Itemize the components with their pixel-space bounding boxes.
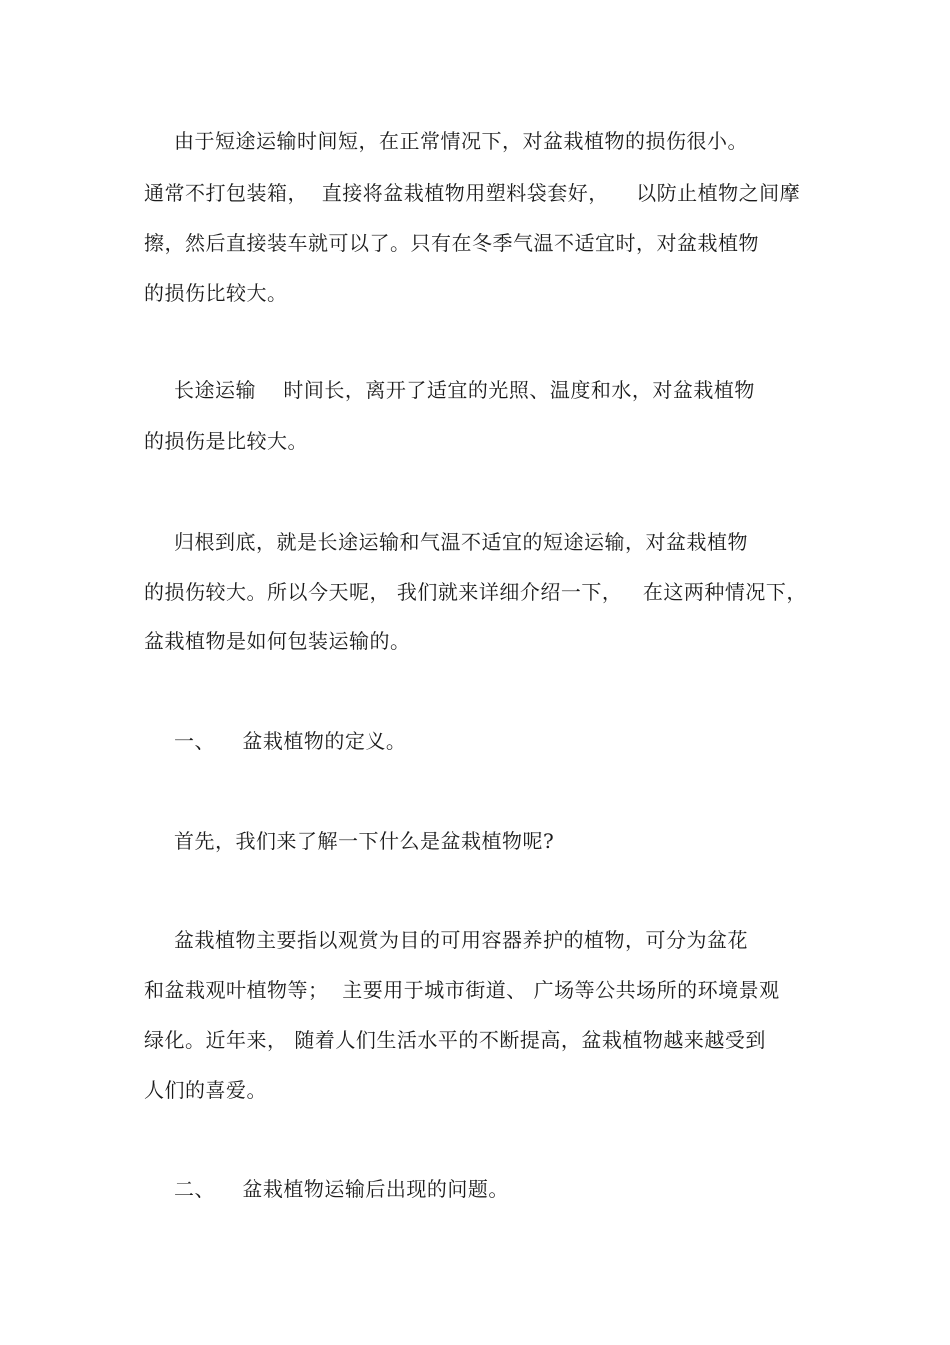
- paragraph-5-line-4: 人们的喜爱。: [144, 1078, 267, 1102]
- paragraph-1-line-3: 擦，然后直接装车就可以了。只有在冬季气温不适宜时，对盆栽植物: [144, 231, 759, 255]
- paragraph-3-line-2: 的损伤较大。所以今天呢， 我们就来详细介绍一下， 在这两种情况下，: [144, 580, 807, 604]
- paragraph-5-line-1: 盆栽植物主要指以观赏为目的可用容器养护的植物，可分为盆花: [174, 928, 748, 952]
- section-heading-2: 二、 盆栽植物运输后出现的问题。: [174, 1177, 509, 1201]
- paragraph-1-line-1: 由于短途运输时间短，在正常情况下，对盆栽植物的损伤很小。: [174, 129, 748, 153]
- paragraph-1-line-2: 通常不打包装箱， 直接将盆栽植物用塑料袋套好， 以防止植物之间摩: [144, 181, 801, 205]
- paragraph-1-line-4: 的损伤比较大。: [144, 281, 288, 305]
- paragraph-3-line-3: 盆栽植物是如何包装运输的。: [144, 629, 411, 653]
- paragraph-2-line-1: 长途运输 时间长，离开了适宜的光照、温度和水，对盆栽植物: [174, 378, 755, 402]
- paragraph-4-line-1: 首先，我们来了解一下什么是盆栽植物呢?: [174, 829, 555, 853]
- section-heading-1: 一、 盆栽植物的定义。: [174, 729, 407, 753]
- paragraph-3-line-1: 归根到底，就是长途运输和气温不适宜的短途运输，对盆栽植物: [174, 530, 748, 554]
- paragraph-5-line-3: 绿化。近年来， 随着人们生活水平的不断提高，盆栽植物越来越受到: [144, 1028, 766, 1052]
- paragraph-5-line-2: 和盆栽观叶植物等； 主要用于城市街道、 广场等公共场所的环境景观: [144, 978, 780, 1002]
- paragraph-2-line-2: 的损伤是比较大。: [144, 429, 308, 453]
